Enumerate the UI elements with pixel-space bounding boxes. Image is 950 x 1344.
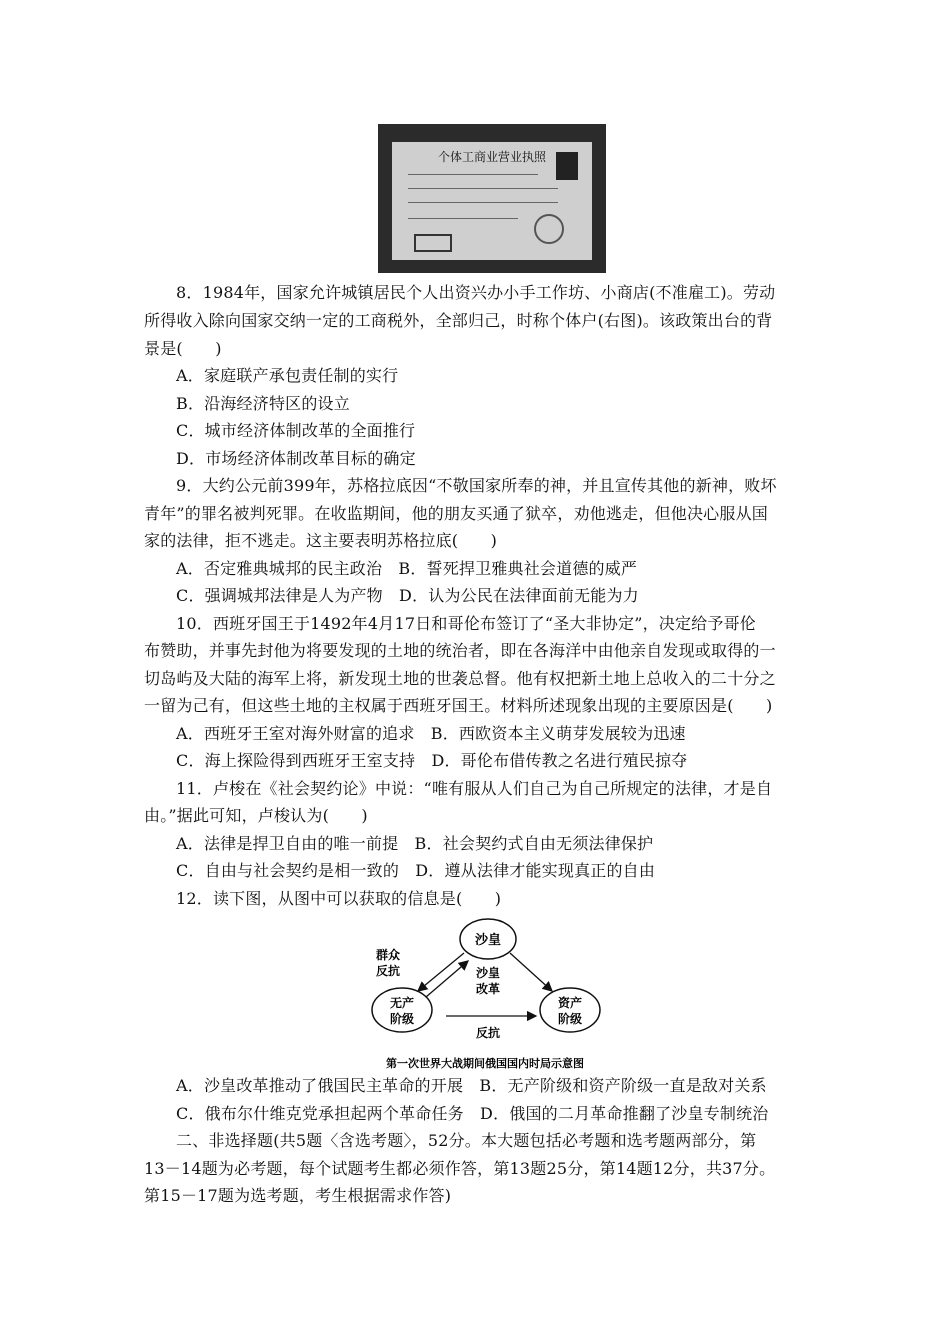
license-row [408,218,518,219]
license-card [392,142,592,260]
q8-option-d: D．市场经济体制改革目标的确定 [176,449,416,468]
q9-line-3: 家的法律，拒不逃走。这主要表明苏格拉底( ) [144,531,498,550]
section2-line-1: 二、非选择题(共5题〈含选考题〉，52分。本大题包括必考题和选考题两部分，第 [176,1131,757,1150]
license-row [408,202,558,203]
license-row [408,174,538,175]
q8-line-1: 8．1984年，国家允许城镇居民个人出资兴办小手工作坊、小商店(不准雇工)。劳动 [176,283,776,302]
masses-label-1: 群众 [375,948,401,962]
license-title: 个体工商业营业执照 [437,150,546,164]
q8-option-c: C．城市经济体制改革的全面推行 [176,421,416,440]
q12-options-ab: A．沙皇改革推动了俄国民主革命的开展 B．无产阶级和资产阶级一直是敌对关系 [176,1076,767,1095]
bourgeoisie-label-1: 资产 [557,996,583,1010]
q9-line-1: 9．大约公元前399年，苏格拉底因“不敬国家所奉的神，并且宣传其他的新神，败坏 [176,476,777,495]
q12-line-1: 12．读下图，从图中可以获取的信息是( ) [176,889,502,908]
business-license-photo [378,124,606,273]
diagram-caption: 第一次世界大战期间俄国国内时局示意图 [386,1057,584,1070]
q9-line-2: 青年”的罪名被判死罪。在收监期间，他的朋友买通了狱卒，劝他逃走，但他决心服从国 [144,504,768,523]
q10-line-1: 10．西班牙国王于1492年4月17日和哥伦布签订了“圣大非协定”，决定给予哥伦 [176,614,756,633]
q10-options-cd: C．海上探险得到西班牙王室支持 D．哥伦布借传教之名进行殖民掠夺 [176,751,688,770]
q10-options-ab: A．西班牙王室对海外财富的追求 B．西欧资本主义萌芽发展较为迅速 [176,724,686,743]
q11-line-1: 11．卢梭在《社会契约论》中说：“唯有服从人们自己为自己所规定的法律，才是自 [176,779,773,798]
q12-options-cd: C．俄布尔什维克党承担起两个革命任务 D．俄国的二月革命推翻了沙皇专制统治 [176,1104,769,1123]
proletariat-label-2: 阶级 [389,1012,415,1026]
proletariat-label-1: 无产 [389,996,415,1010]
bourgeoisie-label-2: 阶级 [557,1012,583,1026]
license-row [408,188,558,189]
q10-line-4: 一留为己有，但这些土地的主权属于西班牙国王。材料所述现象出现的主要原因是( ) [144,696,773,715]
section2-line-3: 第15－17题为选考题，考生根据需求作答) [144,1186,452,1205]
tsar-label: 沙皇 [474,933,502,948]
license-portrait [556,152,578,180]
q11-options-ab: A．法律是捍卫自由的唯一前提 B．社会契约式自由无须法律保护 [176,834,654,853]
q11-options-cd: C．自由与社会契约是相一致的 D．遵从法律才能实现真正的自由 [176,861,656,880]
q11-line-2: 由。”据此可知，卢梭认为( ) [144,806,368,825]
q10-line-2: 布赞助，并事先封他为将要发现的土地的统治者，即在各海洋中由他亲自发现或取得的一 [144,641,776,660]
reform-label-2: 改革 [475,982,501,996]
section2-line-2: 13－14题为必考题，每个试题考生都必须作答，第13题25分，第14题12分，共37分。 [144,1159,776,1178]
q8-option-b: B．沿海经济特区的设立 [176,394,350,413]
tsar-to-bourgeoisie-arrow [510,953,552,991]
reform-label-1: 沙皇 [475,966,501,980]
license-seal [414,234,452,252]
q8-line-2: 所得收入除向国家交纳一定的工商税外，全部归己，时称个体户(右图)。该政策出台的背 [144,311,773,330]
q10-line-3: 切岛屿及大陆的海军上将，新发现土地的世袭总督。他有权把新土地上总收入的二十分之 [144,669,776,688]
russia-situation-diagram [360,915,610,1073]
resist-label: 反抗 [475,1026,501,1040]
q8-line-3: 景是( ) [144,339,222,358]
q8-option-a: A．家庭联产承包责任制的实行 [176,366,399,385]
masses-label-2: 反抗 [375,964,401,978]
tsar-to-proletariat-arrow [418,953,464,991]
q9-options-cd: C．强调城邦法律是人为产物 D．认为公民在法律面前无能为力 [176,586,639,605]
q9-options-ab: A．否定雅典城邦的民主政治 B．誓死捍卫雅典社会道德的威严 [176,559,638,578]
license-stamp [534,214,564,244]
